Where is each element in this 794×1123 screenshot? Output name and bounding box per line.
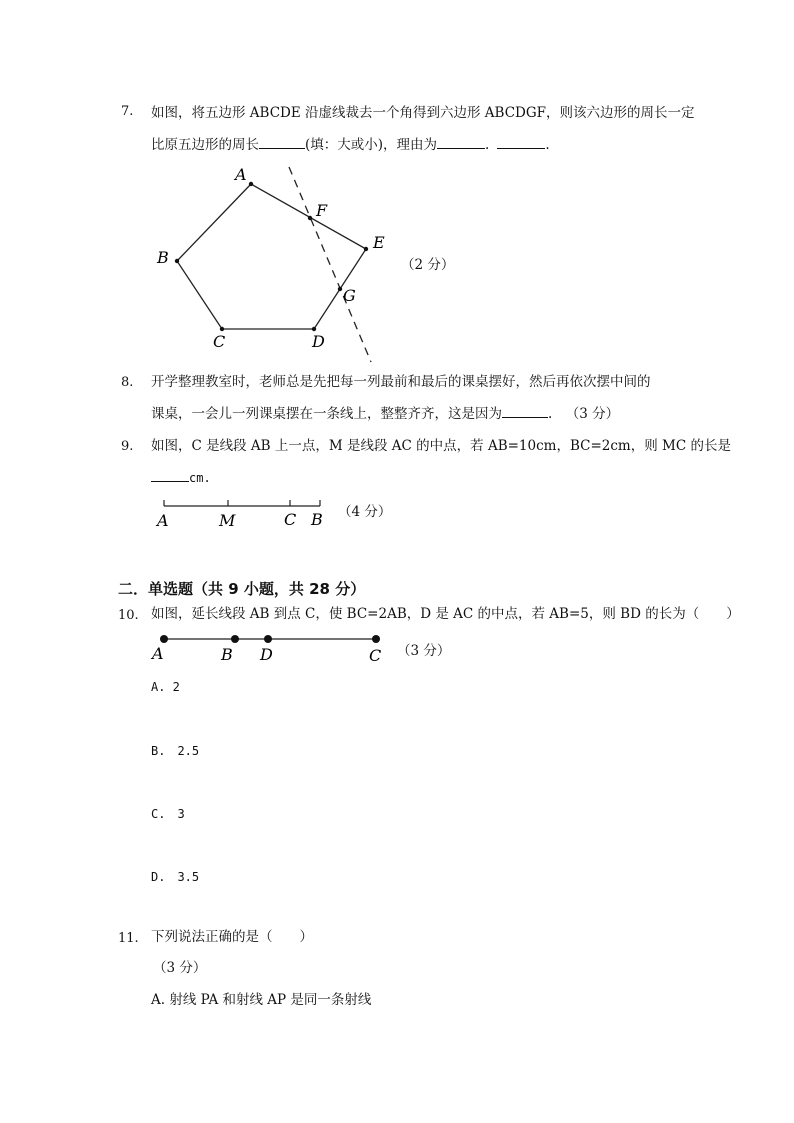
option-b[interactable]: B. 2.5 xyxy=(151,744,200,758)
question-9-line1: 如图，C 是线段 AB 上一点，M 是线段 AC 的中点，若 AB=10cm，BC=2cm，则 MC 的长是 xyxy=(151,438,731,454)
question-8-score: （3 分） xyxy=(565,406,620,422)
option-d[interactable]: D. 3.5 xyxy=(151,870,200,884)
question-10-line1: 如图，延长线段 AB 到点 C，使 BC=2AB，D 是 AC 的中点，若 AB=5，则 BD 的长为（ ） xyxy=(151,606,740,622)
option-a[interactable]: A. 2 xyxy=(151,680,180,694)
label-C: C xyxy=(284,510,297,529)
question-9-score: （4 分） xyxy=(338,504,392,520)
label-B: B xyxy=(157,248,169,267)
label-M: M xyxy=(219,511,236,530)
label-B: B xyxy=(221,645,233,664)
question-10-number: 10. xyxy=(118,608,139,623)
question-9-number: 9. xyxy=(121,439,134,454)
label-B: B xyxy=(311,510,323,529)
question-7-line1: 如图，将五边形 ABCDE 沿虚线裁去一个角得到六边形 ABCDGF，则该六边形的周长一定 xyxy=(151,105,695,121)
question-11-number: 11. xyxy=(118,931,139,946)
question-8-number: 8. xyxy=(121,375,134,390)
question-7-end: . xyxy=(545,137,550,153)
label-F: F xyxy=(316,201,328,220)
label-A: A xyxy=(157,511,169,530)
label-A: A xyxy=(235,165,247,184)
label-A: A xyxy=(152,644,164,663)
question-11-line1: 下列说法正确的是（ ） xyxy=(151,929,313,945)
option-a[interactable]: A. 射线 PA 和射线 AP 是同一条射线 xyxy=(151,992,372,1008)
question-8-line1: 开学整理教室时，老师总是先把每一列最前和最后的课桌摆好，然后再依次摆中间的 xyxy=(151,374,651,390)
label-G: G xyxy=(343,286,356,305)
label-C: C xyxy=(213,332,226,351)
label-D: D xyxy=(260,645,273,664)
separator: . xyxy=(485,137,490,153)
question-8-text: 课桌，一会儿一列课桌摆在一条线上，整整齐齐，这是因为 xyxy=(151,406,502,422)
question-7-number: 7. xyxy=(121,104,134,119)
option-c[interactable]: C. 3 xyxy=(151,807,185,821)
question-7-score: （2 分） xyxy=(401,257,455,273)
question-11-score: （3 分） xyxy=(153,960,207,976)
label-C: C xyxy=(369,646,382,665)
question-8-end: . xyxy=(548,406,553,422)
question-7-text-a: 比原五边形的周长 xyxy=(151,137,259,153)
question-7-text-b: (填：大或小)，理由为 xyxy=(305,137,438,153)
question-9-unit: cm. xyxy=(189,471,211,485)
section-title: 二．单选题（共 9 小题，共 28 分） xyxy=(118,580,366,598)
question-10-score: （3 分） xyxy=(397,643,451,659)
label-E: E xyxy=(373,233,385,252)
label-D: D xyxy=(312,332,325,351)
